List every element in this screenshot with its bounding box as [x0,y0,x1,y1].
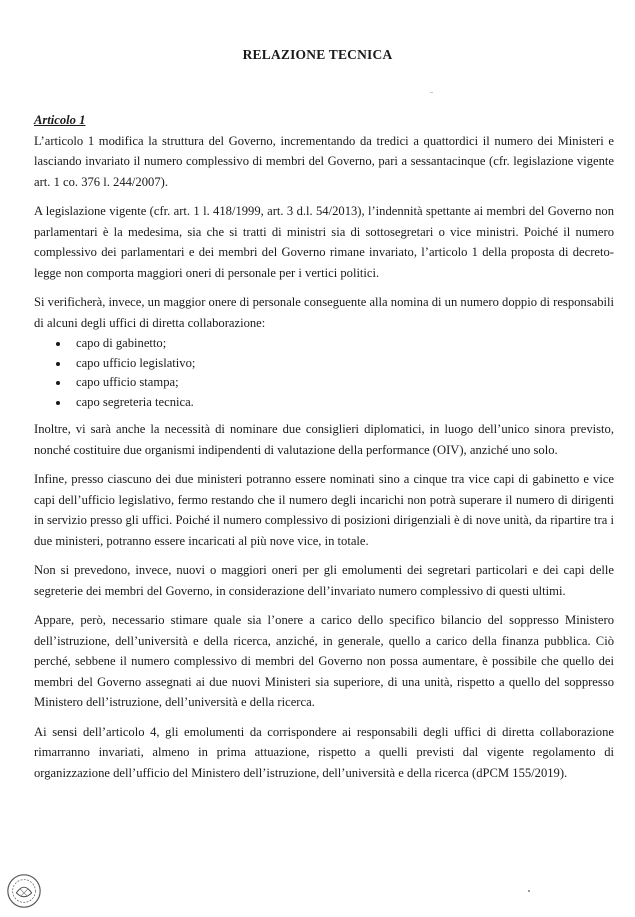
list-item: capo segreteria tecnica. [56,393,614,413]
paragraph-7: Appare, però, necessario stimare quale sia l’onere a carico dello specifico bilancio del soppresso Ministero dell’istruzione, dell’università e della ricerca, anziché, in generale, quello a carico della finanza pubblica. Ciò perché, sebbene il numero complessivo di membri del Governo non possa aumentare, è possibile che quello dei membri del Governo assegnati ai due nuovi Ministeri sia superiore, di una unità, rispetto a quello del soppresso Ministero dell’istruzione, dell’università e della ricerca. [34,613,614,709]
paragraph-1: L’articolo 1 modifica la struttura del Governo, incrementando da tredici a quattordici il numero dei Ministeri e lasciando invariato il numero complessivo di membri del Governo, pari a sessantacinque (cfr. legislazione vigente art. 1 co. 376 l. 244/2007). [34,133,614,189]
scan-speck [430,92,433,93]
scan-speck [528,890,530,892]
bullet-list [34,334,614,412]
document-body [34,110,614,792]
paragraph-3: Si verificherà, invece, un maggior onere di personale conseguente alla nomina di un numero doppio di responsabili di alcuni degli uffici di diretta collaborazione: [34,295,614,330]
paragraph-8: Ai sensi dell’articolo 4, gli emolumenti da corrispondere ai responsabili degli uffici di diretta collaborazione rimarranno invariati, almeno in prima attuazione, rispetto a quelli previsti dal vigente regolamento di organizzazione dell’ufficio del Ministero dell’istruzione, dell’università e della ricerca (dPCM 155/2019). [34,724,614,780]
article-heading: Articolo 1 [34,113,86,127]
paragraph-5: Infine, presso ciascuno dei due ministeri potranno essere nominati sino a cinque tra vice capi di gabinetto e vice capi dell’ufficio legislativo, fermo restando che il numero degli incarichi non potrà superare il numero di dirigenti in servizio presso gli uffici. Poiché il numero complessivo di posizioni dirigenziali è di nove unità, da ripartire tra i due ministeri, potranno essere incaricati al più nove vice, in totale. [34,472,614,548]
paragraph-4: Inoltre, vi sarà anche la necessità di nominare due consiglieri diplomatici, in luogo dell’unico sinora previsto, nonché costituire due organismi indipendenti di valutazione della performance (OIV), anziché uno solo. [34,422,614,457]
list-item: capo di gabinetto; [56,334,614,354]
paragraph-2: A legislazione vigente (cfr. art. 1 l. 418/1999, art. 3 d.l. 54/2013), l’indennità spettante ai membri del Governo non parlamentari è la medesima, sia che si tratti di ministri sia di sottosegretari o vice ministri. Poiché il numero complessivo dei parlamentari e dei membri del Governo rimane invariato, l’articolo 1 della proposta di decreto-legge non comporta maggiori oneri di personale per i vertici politici. [34,204,614,280]
official-stamp-icon [5,872,43,910]
list-item: capo ufficio legislativo; [56,354,614,374]
paragraph-6: Non si prevedono, invece, nuovi o maggiori oneri per gli emolumenti dei segretari particolari e dei capi delle segreterie dei membri del Governo, in considerazione dell’invariato numero complessivo di questi ultimi. [34,563,614,598]
list-item: capo ufficio stampa; [56,373,614,393]
document-title: RELAZIONE TECNICA [242,47,393,62]
